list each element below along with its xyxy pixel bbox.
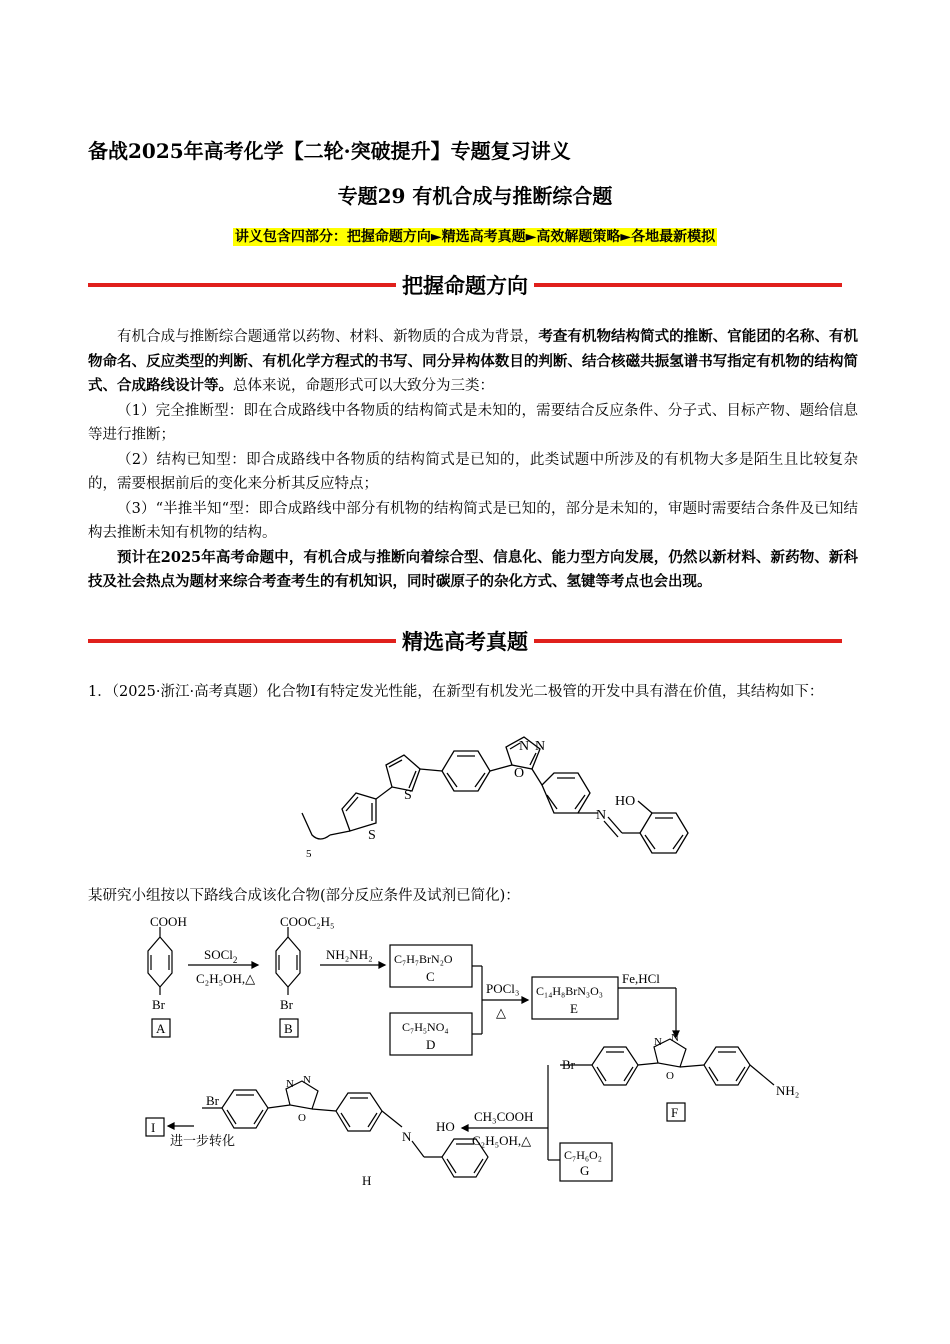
struct-s-2: S: [404, 788, 412, 803]
topic-title: 专题29 有机合成与推断综合题: [337, 184, 613, 208]
f-o: O: [666, 1070, 674, 1082]
f-nh2: NH₂: [776, 1083, 800, 1098]
c-formula: C₇H₇BrN₂O: [394, 952, 453, 966]
h-n2: N: [303, 1074, 311, 1086]
e-formula: C₁₄H₈BrN₃O₃: [536, 984, 603, 998]
reagent-socl2: SOCl$_2$: [204, 947, 238, 965]
compound-i-structure: [280, 735, 700, 870]
f-n1: N: [654, 1036, 662, 1048]
label-a: A: [156, 1021, 166, 1036]
type-item-3: （3）“半推半知“型：即合成路线中部分有机物的结构简式是已知的，部分是未知的，审题时需要结合条件及已知结构去推断未知有机物的结构。: [88, 500, 858, 541]
h-ho: HO: [436, 1119, 455, 1134]
label-g: G: [580, 1163, 590, 1178]
struct-s-1: S: [368, 828, 376, 843]
struct-chain-count: 5: [306, 848, 312, 860]
struct-n-1: N: [519, 739, 530, 754]
reagent-pocl3: POCl₃: [486, 981, 520, 996]
d-formula: C₇H₅NO₄: [402, 1020, 449, 1034]
reagent-further: 进一步转化: [170, 1133, 236, 1148]
h-n: N: [402, 1129, 412, 1144]
label-d: D: [426, 1037, 436, 1052]
intro-text: 有机合成与推断综合题通常以药物、材料、新物质的合成为背景，: [117, 329, 539, 345]
question-1-route-intro: 某研究小组按以下路线合成该化合物(部分反应条件及试剂已简化)：: [88, 888, 520, 904]
label-c: C: [426, 969, 435, 984]
f-br: Br: [562, 1057, 575, 1072]
label-b: B: [284, 1021, 293, 1036]
h-n1: N: [286, 1078, 294, 1090]
a-br: Br: [152, 997, 165, 1012]
section-heading-label: 精选高考真题: [396, 630, 534, 654]
struct-o: O: [514, 766, 525, 781]
document-title: 备战2025年高考化学【二轮·突破提升】专题复习讲义: [88, 139, 571, 163]
forecast-paragraph: 预计在2025年高考命题中，有机合成与推断向着综合型、信息化、能力型方向发展，仍然以新材料、新药物、新科技及社会热点为题材来综合考查考生的有机知识，同时碳原子的杂化方式、氢键等考点也会出现。: [88, 548, 858, 590]
intro-paragraph: [88, 325, 858, 399]
outline-highlight-row: [0, 226, 950, 246]
reagent-heat: △: [496, 1005, 506, 1020]
type-item-2: （2）结构已知型：即合成路线中各物质的结构简式是已知的，此类试题中所涉及的有机物大多是陌生且比较复杂的，需要根据前后的变化来分析其反应特点；: [88, 451, 858, 492]
synthesis-route-diagram: [130, 915, 830, 1195]
h-o: O: [298, 1112, 306, 1124]
reagent-acetic-acid: CH₃COOH: [474, 1109, 534, 1124]
g-formula: C₇H₆O₂: [564, 1148, 602, 1162]
section-heading-direction: [88, 270, 842, 300]
section-heading-exams: [88, 626, 842, 656]
question-1-text: 1．（2025·浙江·高考真题）化合物I有特定发光性能，在新型有机发光二极管的开发中具有潜在价值，其结构如下：: [88, 684, 824, 700]
label-i: I: [151, 1120, 156, 1135]
label-h: H: [362, 1173, 372, 1188]
label-e: E: [570, 1001, 578, 1016]
reagent-fe-hcl: Fe,HCl: [622, 971, 660, 986]
reagent-hydrazine: NH₂NH₂: [326, 947, 373, 962]
reagent-ethanol-1: C₂H₅OH,△: [196, 971, 256, 986]
h-br: Br: [206, 1093, 219, 1108]
section-heading-label: 把握命题方向: [396, 274, 534, 298]
outline-highlight: 讲义包含四部分：把握命题方向►精选高考真题►高效解题策略►各地最新模拟: [234, 229, 716, 245]
struct-n-2: N: [535, 739, 546, 754]
intro-bold-text: 考查有机物结构简式的推断、官能团的名称、有机物命名、反应类型的判断、有机化学方程式的书写、同分异构体数目的判断、结合核磁共振氢谱书写指定有机物的结构简式、合成路线设计等。: [88, 328, 859, 394]
intro-tail-text: 总体来说，命题形式可以大致分为三类：: [233, 378, 494, 394]
f-n2: N: [671, 1032, 679, 1044]
reagent-ethanol-2: C₂H₅OH,△: [472, 1133, 532, 1148]
section1-body: [88, 325, 858, 595]
b-br: Br: [280, 997, 293, 1012]
label-f: F: [671, 1105, 679, 1120]
a-cooh: COOH: [150, 915, 187, 929]
b-ester: COOC₂H₅: [280, 915, 335, 929]
struct-ho: HO: [615, 794, 636, 809]
type-item-1: （1）完全推断型：即在合成路线中各物质的结构简式是未知的，需要结合反应条件、分子式、目标产物、题给信息等进行推断；: [88, 402, 858, 443]
struct-n-imine: N: [596, 808, 607, 823]
